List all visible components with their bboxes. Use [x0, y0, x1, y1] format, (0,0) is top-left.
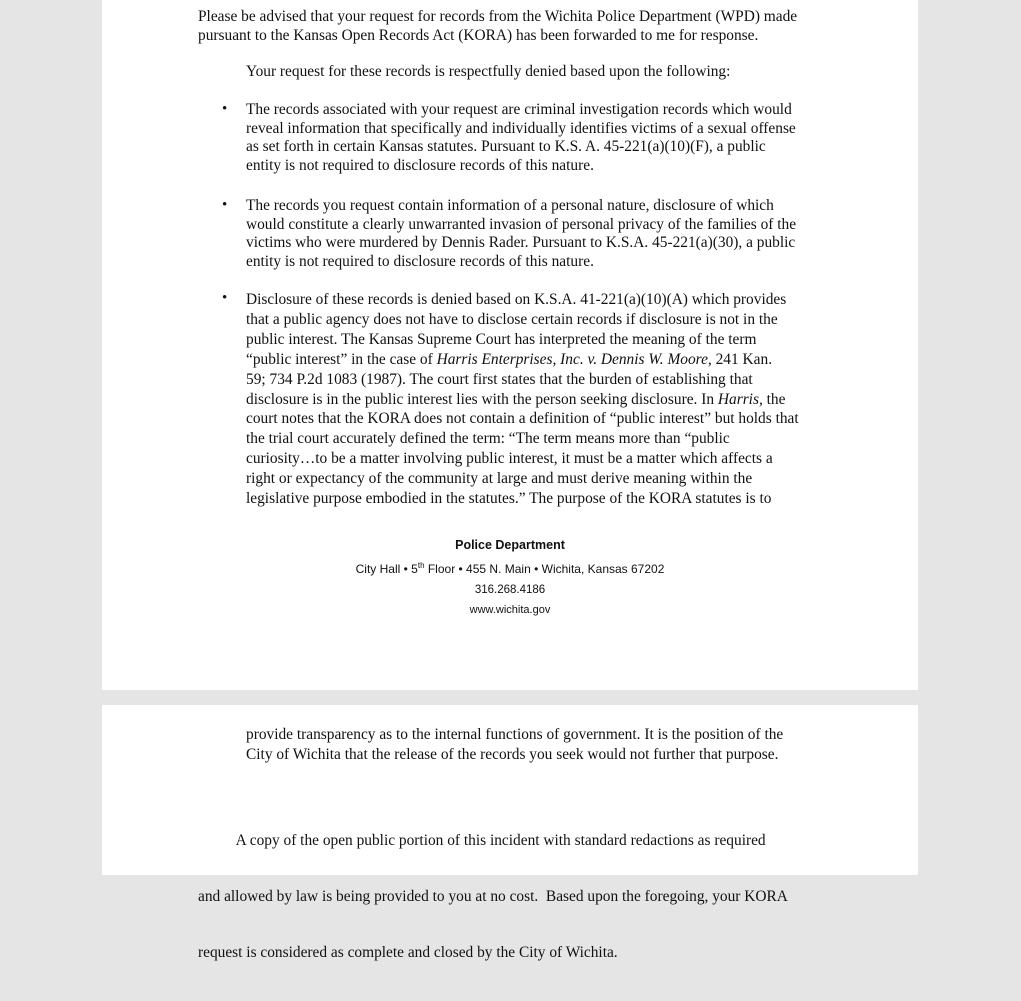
- bullet-line: The records associated with your request are criminal investigation records which would: [246, 101, 792, 118]
- bullet-item-personal-privacy: [246, 197, 796, 271]
- paragraph-line: A copy of the open public portion of this incident with standard redactions as required: [198, 831, 766, 849]
- address-part: City Hall • 5: [355, 562, 418, 576]
- bullet-line: [246, 390, 799, 410]
- case-name: Harris,: [717, 390, 763, 408]
- footer-phone: 316.268.4186: [474, 584, 546, 596]
- intro-line: Please be advised that your request for records from the Wichita Police Department (WPD) made: [198, 8, 798, 25]
- bullet-text: “public interest” in the case of: [246, 350, 437, 368]
- paragraph-line: City of Wichita that the release of the records you seek would not further that purpose.: [246, 746, 779, 763]
- bullet-line: right or expectancy of the community at large and must derive meaning within the: [246, 470, 753, 488]
- closing-paragraph: [198, 794, 788, 1001]
- bullet-line: [246, 350, 799, 370]
- address-superscript: th: [417, 561, 425, 570]
- paragraph-line: and allowed by law is being provided to you at no cost. Based upon the foregoing, your KORA: [198, 887, 788, 905]
- bullet-line: would constitute a clearly unwarranted invasion of personal privacy of the families of the: [246, 215, 797, 233]
- bullet-marker: •: [222, 197, 228, 213]
- intro-paragraph: [198, 8, 797, 45]
- case-citation: Harris Enterprises, Inc. v. Dennis W. Moore,: [436, 350, 712, 368]
- footer-department: Police Department: [455, 538, 565, 552]
- bullet-line: public interest. The Kansas Supreme Court has interpreted the meaning of the term: [246, 330, 757, 348]
- bullet-line: court notes that the KORA does not contain a definition of “public interest” but holds that: [246, 410, 799, 428]
- bullet-line: the trial court accurately defined the term: “The term means more than “public: [246, 430, 730, 448]
- footer-website: www.wichita.gov: [469, 604, 551, 616]
- address-part: Floor • 455 N. Main • Wichita, Kansas 67202: [424, 562, 665, 576]
- bullet-text: disclosure is in the public interest lies with the person seeking disclosure. In: [246, 390, 718, 408]
- bullet-line: that a public agency does not have to disclose certain records if disclosure is not in the: [246, 310, 778, 328]
- bullet-line: 59; 734 P.2d 1083 (1987). The court first states that the burden of establishing that: [246, 370, 753, 388]
- bullet-line: entity is not required to disclosure records of this nature.: [246, 252, 594, 270]
- bullet-marker: •: [222, 101, 228, 117]
- denial-intro: Your request for these records is respectfully denied based upon the following:: [246, 63, 731, 80]
- bullet-marker: •: [222, 290, 228, 306]
- bullet-line: entity is not required to disclosure records of this nature.: [246, 156, 594, 174]
- document-page-2: [102, 705, 918, 962]
- paragraph-line: provide transparency as to the internal functions of government. It is the position of the: [246, 726, 784, 743]
- bullet-line: victims who were murdered by Dennis Rader. Pursuant to K.S.A. 45-221(a)(30), a public: [246, 234, 796, 252]
- bullet-item-victim-identity: [246, 101, 796, 175]
- bullet-line: The records you request contain information of a personal nature, disclosure of which: [246, 197, 774, 214]
- document-page-1: [102, 0, 918, 690]
- footer-address: [102, 562, 918, 576]
- intro-line: pursuant to the Kansas Open Records Act (KORA) has been forwarded to me for response.: [198, 26, 759, 44]
- bullet-item-public-interest: [246, 290, 799, 509]
- continuation-paragraph: [246, 725, 783, 765]
- bullet-text: 241 Kan.: [711, 350, 773, 368]
- bullet-text: the: [762, 390, 786, 408]
- bullet-line: as set forth in certain Kansas statutes. Pursuant to K.S. A. 45-221(a)(10)(F), a public: [246, 138, 766, 156]
- bullet-line: legislative purpose embodied in the statutes.” The purpose of the KORA statutes is to: [246, 490, 772, 508]
- paragraph-line: request is considered as complete and closed by the City of Wichita.: [198, 944, 618, 962]
- bullet-line: reveal information that specifically and individually identifies victims of a sexual offense: [246, 119, 796, 137]
- bullet-line: Disclosure of these records is denied based on K.S.A. 41-221(a)(10)(A) which provides: [246, 291, 787, 308]
- bullet-line: curiosity…to be a matter involving public interest, it must be a matter which affects a: [246, 450, 773, 468]
